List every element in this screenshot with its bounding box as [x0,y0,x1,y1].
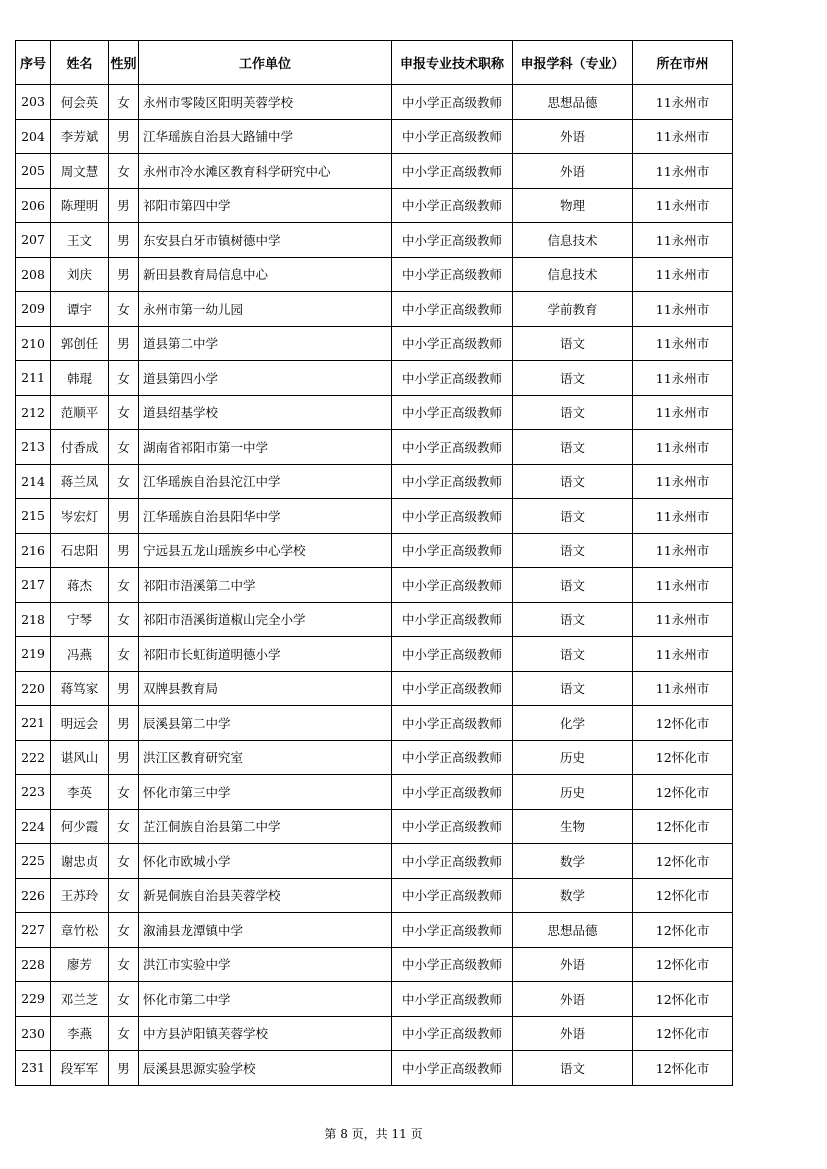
cell-subject: 外语 [513,119,633,154]
table-body [16,85,733,1086]
cell-unit: 洪江区教育研究室 [139,740,392,775]
header-cell-gender: 性别 [109,41,139,85]
cell-name: 李英 [51,775,109,810]
cell-gender: 女 [109,85,139,120]
cell-subject: 语文 [513,499,633,534]
cell-unit: 湖南省祁阳市第一中学 [139,430,392,465]
cell-gender: 男 [109,706,139,741]
cell-title: 中小学正高级教师 [392,878,513,913]
table-row [16,533,733,568]
cell-subject: 外语 [513,982,633,1017]
cell-unit: 新田县教育局信息中心 [139,257,392,292]
cell-gender: 男 [109,533,139,568]
cell-city: 12怀化市 [633,1016,733,1051]
table-row [16,947,733,982]
cell-name: 王苏玲 [51,878,109,913]
cell-subject: 物理 [513,188,633,223]
cell-subject: 语文 [513,602,633,637]
table-row [16,188,733,223]
cell-gender: 男 [109,326,139,361]
cell-title: 中小学正高级教师 [392,809,513,844]
roster-table-container [15,40,733,1086]
cell-subject: 外语 [513,154,633,189]
cell-name: 谌风山 [51,740,109,775]
cell-gender: 女 [109,395,139,430]
cell-title: 中小学正高级教师 [392,326,513,361]
cell-unit: 祁阳市浯溪街道椒山完全小学 [139,602,392,637]
cell-unit: 道县第四小学 [139,361,392,396]
cell-city: 11永州市 [633,671,733,706]
cell-gender: 女 [109,430,139,465]
cell-name: 陈理明 [51,188,109,223]
cell-city: 11永州市 [633,464,733,499]
cell-subject: 化学 [513,706,633,741]
cell-unit: 东安县白牙市镇树德中学 [139,223,392,258]
cell-city: 11永州市 [633,568,733,603]
cell-city: 11永州市 [633,85,733,120]
table-row [16,740,733,775]
cell-index: 231 [16,1051,51,1086]
table-row [16,292,733,327]
cell-unit: 双牌县教育局 [139,671,392,706]
cell-index: 227 [16,913,51,948]
cell-subject: 语文 [513,395,633,430]
cell-name: 谭宇 [51,292,109,327]
cell-title: 中小学正高级教师 [392,188,513,223]
cell-gender: 女 [109,878,139,913]
table-row [16,119,733,154]
cell-city: 11永州市 [633,602,733,637]
cell-unit: 道县第二中学 [139,326,392,361]
table-row [16,223,733,258]
cell-name: 韩琨 [51,361,109,396]
cell-index: 205 [16,154,51,189]
cell-gender: 男 [109,671,139,706]
cell-index: 206 [16,188,51,223]
table-row [16,809,733,844]
cell-name: 李燕 [51,1016,109,1051]
cell-gender: 男 [109,740,139,775]
cell-city: 12怀化市 [633,706,733,741]
cell-gender: 女 [109,602,139,637]
cell-subject: 语文 [513,361,633,396]
cell-index: 225 [16,844,51,879]
cell-gender: 男 [109,257,139,292]
cell-subject: 语文 [513,637,633,672]
cell-title: 中小学正高级教师 [392,464,513,499]
cell-gender: 女 [109,913,139,948]
cell-gender: 男 [109,1051,139,1086]
cell-name: 王文 [51,223,109,258]
cell-name: 周文慧 [51,154,109,189]
cell-subject: 语文 [513,1051,633,1086]
cell-gender: 女 [109,464,139,499]
cell-gender: 女 [109,154,139,189]
cell-name: 廖芳 [51,947,109,982]
cell-unit: 永州市零陵区阳明芙蓉学校 [139,85,392,120]
cell-unit: 永州市冷水滩区教育科学研究中心 [139,154,392,189]
cell-title: 中小学正高级教师 [392,257,513,292]
cell-name: 蒋兰凤 [51,464,109,499]
cell-city: 11永州市 [633,326,733,361]
cell-subject: 信息技术 [513,257,633,292]
cell-name: 宁琴 [51,602,109,637]
cell-name: 郭创任 [51,326,109,361]
cell-city: 11永州市 [633,188,733,223]
cell-gender: 女 [109,775,139,810]
cell-city: 11永州市 [633,395,733,430]
cell-subject: 学前教育 [513,292,633,327]
cell-title: 中小学正高级教师 [392,671,513,706]
cell-index: 218 [16,602,51,637]
cell-gender: 女 [109,1016,139,1051]
cell-index: 212 [16,395,51,430]
cell-unit: 辰溪县第二中学 [139,706,392,741]
header-cell-title: 申报专业技术职称 [392,41,513,85]
cell-city: 11永州市 [633,533,733,568]
cell-unit: 永州市第一幼儿园 [139,292,392,327]
cell-unit: 宁远县五龙山瑶族乡中心学校 [139,533,392,568]
cell-subject: 生物 [513,809,633,844]
cell-name: 岑宏灯 [51,499,109,534]
cell-title: 中小学正高级教师 [392,533,513,568]
header-cell-index: 序号 [16,41,51,85]
table-row [16,257,733,292]
table-row [16,982,733,1017]
cell-title: 中小学正高级教师 [392,292,513,327]
cell-name: 段军军 [51,1051,109,1086]
cell-city: 12怀化市 [633,775,733,810]
cell-city: 12怀化市 [633,982,733,1017]
cell-title: 中小学正高级教师 [392,637,513,672]
cell-unit: 中方县泸阳镇芙蓉学校 [139,1016,392,1051]
cell-unit: 溆浦县龙潭镇中学 [139,913,392,948]
cell-title: 中小学正高级教师 [392,361,513,396]
cell-unit: 江华瑶族自治县大路铺中学 [139,119,392,154]
cell-city: 12怀化市 [633,809,733,844]
table-row [16,1016,733,1051]
cell-index: 222 [16,740,51,775]
table-row [16,913,733,948]
cell-name: 何会英 [51,85,109,120]
cell-index: 210 [16,326,51,361]
cell-unit: 怀化市第三中学 [139,775,392,810]
cell-title: 中小学正高级教师 [392,395,513,430]
cell-unit: 辰溪县思源实验学校 [139,1051,392,1086]
cell-title: 中小学正高级教师 [392,85,513,120]
cell-title: 中小学正高级教师 [392,1016,513,1051]
cell-index: 215 [16,499,51,534]
cell-gender: 女 [109,568,139,603]
roster-table [15,40,733,1086]
cell-index: 228 [16,947,51,982]
table-row [16,878,733,913]
header-cell-city: 所在市州 [633,41,733,85]
table-row [16,430,733,465]
cell-name: 刘庆 [51,257,109,292]
cell-index: 224 [16,809,51,844]
page-footer: 第 8 页，共 11 页 [324,1127,423,1141]
cell-gender: 女 [109,809,139,844]
cell-index: 229 [16,982,51,1017]
cell-subject: 语文 [513,430,633,465]
cell-gender: 男 [109,119,139,154]
cell-unit: 道县绍基学校 [139,395,392,430]
header-row [16,41,733,85]
cell-index: 211 [16,361,51,396]
cell-subject: 语文 [513,464,633,499]
cell-name: 明远会 [51,706,109,741]
cell-subject: 语文 [513,568,633,603]
cell-subject: 思想品德 [513,913,633,948]
cell-city: 12怀化市 [633,1051,733,1086]
cell-city: 11永州市 [633,292,733,327]
cell-city: 12怀化市 [633,878,733,913]
header-cell-name: 姓名 [51,41,109,85]
cell-index: 219 [16,637,51,672]
cell-subject: 历史 [513,740,633,775]
cell-unit: 洪江市实验中学 [139,947,392,982]
cell-city: 11永州市 [633,637,733,672]
cell-name: 蒋杰 [51,568,109,603]
table-row [16,499,733,534]
table-row [16,637,733,672]
cell-city: 11永州市 [633,223,733,258]
cell-unit: 祁阳市浯溪第二中学 [139,568,392,603]
cell-title: 中小学正高级教师 [392,1051,513,1086]
cell-index: 203 [16,85,51,120]
cell-title: 中小学正高级教师 [392,706,513,741]
cell-name: 范顺平 [51,395,109,430]
cell-name: 李芳斌 [51,119,109,154]
cell-title: 中小学正高级教师 [392,223,513,258]
cell-title: 中小学正高级教师 [392,947,513,982]
cell-index: 230 [16,1016,51,1051]
cell-index: 220 [16,671,51,706]
cell-gender: 女 [109,292,139,327]
cell-city: 11永州市 [633,430,733,465]
cell-city: 12怀化市 [633,740,733,775]
cell-subject: 外语 [513,1016,633,1051]
table-row [16,361,733,396]
cell-gender: 女 [109,982,139,1017]
cell-city: 11永州市 [633,119,733,154]
cell-title: 中小学正高级教师 [392,775,513,810]
cell-index: 226 [16,878,51,913]
cell-title: 中小学正高级教师 [392,844,513,879]
cell-subject: 语文 [513,533,633,568]
cell-name: 冯燕 [51,637,109,672]
cell-gender: 男 [109,188,139,223]
cell-unit: 怀化市第二中学 [139,982,392,1017]
cell-city: 11永州市 [633,257,733,292]
cell-name: 付香成 [51,430,109,465]
cell-unit: 江华瑶族自治县阳华中学 [139,499,392,534]
cell-title: 中小学正高级教师 [392,602,513,637]
header-cell-subject: 申报学科（专业） [513,41,633,85]
cell-index: 208 [16,257,51,292]
table-row [16,706,733,741]
cell-index: 216 [16,533,51,568]
cell-gender: 女 [109,361,139,396]
table-row [16,671,733,706]
cell-gender: 女 [109,844,139,879]
cell-city: 11永州市 [633,361,733,396]
cell-city: 12怀化市 [633,947,733,982]
header-cell-unit: 工作单位 [139,41,392,85]
table-row [16,154,733,189]
cell-unit: 祁阳市第四中学 [139,188,392,223]
cell-unit: 祁阳市长虹街道明德小学 [139,637,392,672]
cell-title: 中小学正高级教师 [392,568,513,603]
table-row [16,602,733,637]
cell-city: 11永州市 [633,154,733,189]
cell-title: 中小学正高级教师 [392,119,513,154]
cell-index: 221 [16,706,51,741]
cell-title: 中小学正高级教师 [392,154,513,189]
cell-subject: 外语 [513,947,633,982]
cell-unit: 怀化市欧城小学 [139,844,392,879]
cell-subject: 数学 [513,878,633,913]
cell-subject: 语文 [513,671,633,706]
table-row [16,568,733,603]
cell-index: 217 [16,568,51,603]
cell-unit: 江华瑶族自治县沱江中学 [139,464,392,499]
cell-city: 11永州市 [633,499,733,534]
cell-index: 223 [16,775,51,810]
cell-name: 何少霞 [51,809,109,844]
table-row [16,844,733,879]
cell-title: 中小学正高级教师 [392,913,513,948]
table-row [16,775,733,810]
cell-gender: 男 [109,499,139,534]
cell-subject: 信息技术 [513,223,633,258]
cell-index: 207 [16,223,51,258]
table-row [16,326,733,361]
cell-unit: 芷江侗族自治县第二中学 [139,809,392,844]
cell-name: 谢忠贞 [51,844,109,879]
cell-unit: 新晃侗族自治县芙蓉学校 [139,878,392,913]
cell-gender: 男 [109,223,139,258]
cell-title: 中小学正高级教师 [392,430,513,465]
cell-subject: 数学 [513,844,633,879]
table-row [16,464,733,499]
cell-city: 12怀化市 [633,913,733,948]
cell-index: 204 [16,119,51,154]
table-row [16,85,733,120]
cell-gender: 女 [109,637,139,672]
cell-city: 12怀化市 [633,844,733,879]
cell-name: 邓兰芝 [51,982,109,1017]
cell-subject: 思想品德 [513,85,633,120]
table-row [16,1051,733,1086]
table-header [16,41,733,85]
cell-subject: 语文 [513,326,633,361]
cell-index: 209 [16,292,51,327]
cell-name: 章竹松 [51,913,109,948]
cell-gender: 女 [109,947,139,982]
cell-name: 石忠阳 [51,533,109,568]
cell-subject: 历史 [513,775,633,810]
table-row [16,395,733,430]
cell-title: 中小学正高级教师 [392,499,513,534]
cell-title: 中小学正高级教师 [392,740,513,775]
cell-title: 中小学正高级教师 [392,982,513,1017]
cell-index: 214 [16,464,51,499]
cell-index: 213 [16,430,51,465]
cell-name: 蒋笃家 [51,671,109,706]
